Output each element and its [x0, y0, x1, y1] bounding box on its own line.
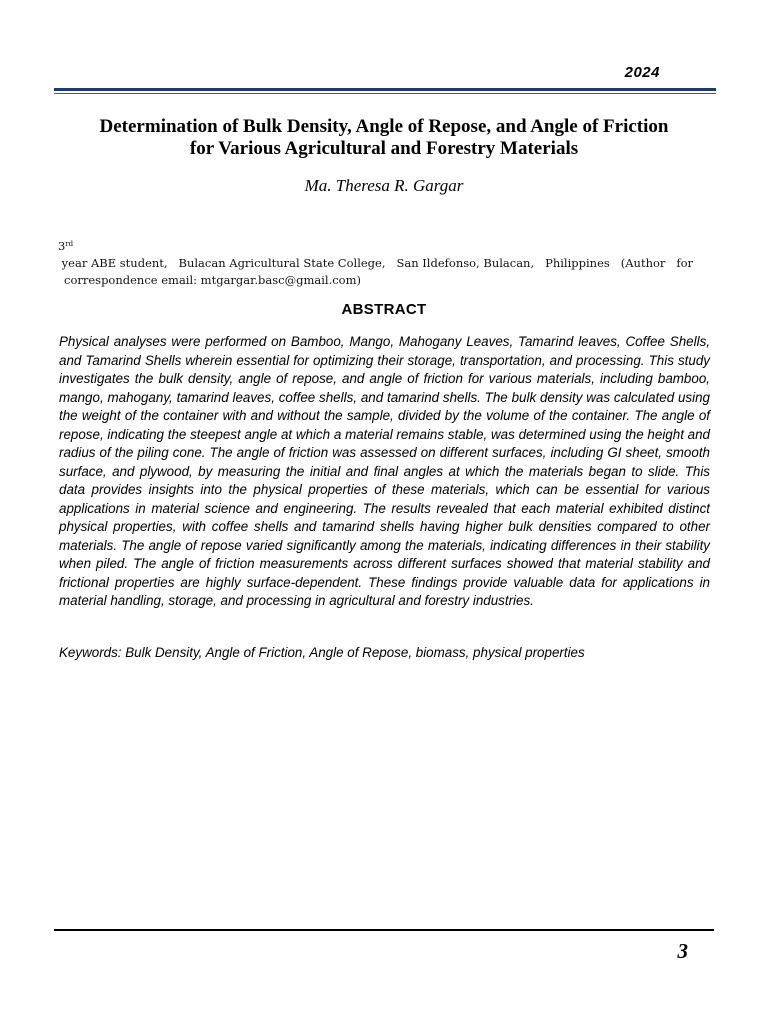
page-number: 3 — [677, 939, 688, 963]
affiliation — [58, 236, 694, 289]
paper-title: Determination of Bulk Density, Angle of Repose, and Angle of Friction for Various Agricultural and Forestry Materials — [99, 116, 669, 159]
abstract-heading: ABSTRACT — [341, 301, 427, 318]
affiliation-line2: correspondence email: mtgargar.basc@gmail.com) — [64, 273, 361, 287]
header-rule-thick — [54, 88, 716, 91]
year-label: 2024 — [624, 64, 660, 81]
author-name: Ma. Theresa R. Gargar — [304, 176, 464, 195]
affiliation-ordinal: 3 — [58, 239, 66, 253]
footer-rule — [54, 929, 714, 931]
affiliation-line1: year ABE student, Bulacan Agricultural State College, San Ildefonso, Bulacan, Philippines (Author for — [58, 256, 694, 270]
keywords: Keywords: Bulk Density, Angle of Friction, Angle of Repose, biomass, physical properties — [59, 645, 585, 660]
header-rule-thin — [54, 93, 716, 94]
abstract-body: Physical analyses were performed on Bamboo, Mango, Mahogany Leaves, Tamarind leaves, Coffee Shells, and Tamarind Shells wherein essential for optimizing their storage, transportation, and processing. This study investigates the bulk density, angle of repose, and angle of friction for various materials, including bamboo, mango, mahogany, tamarind leaves, coffee shells, and tamarind shells. The bulk density was calculated using the weight of the container with and without the sample, divided by the volume of the container. The angle of repose, indicating the steepest angle at which a material remains stable, was determined using the height and radius of the piling cone. The angle of friction was assessed on different surfaces, including GI sheet, smooth surface, and plywood, by measuring the initial and final angles at which the materials began to slide. This data provides insights into the physical properties of these materials, which can be essential for various applications in material science and engineering. The results revealed that each material exhibited distinct physical properties, with coffee shells and tamarind shells having higher bulk densities compared to other materials. The angle of repose varied significantly among the materials, indicating differences in their stability when piled. The angle of friction measurements across different surfaces showed that material stability and frictional properties are highly surface-dependent. These findings provide valuable data for applications in material handling, storage, and processing in agricultural and forestry industries. — [59, 334, 710, 608]
affiliation-ordinal-suffix: rd — [65, 240, 74, 248]
